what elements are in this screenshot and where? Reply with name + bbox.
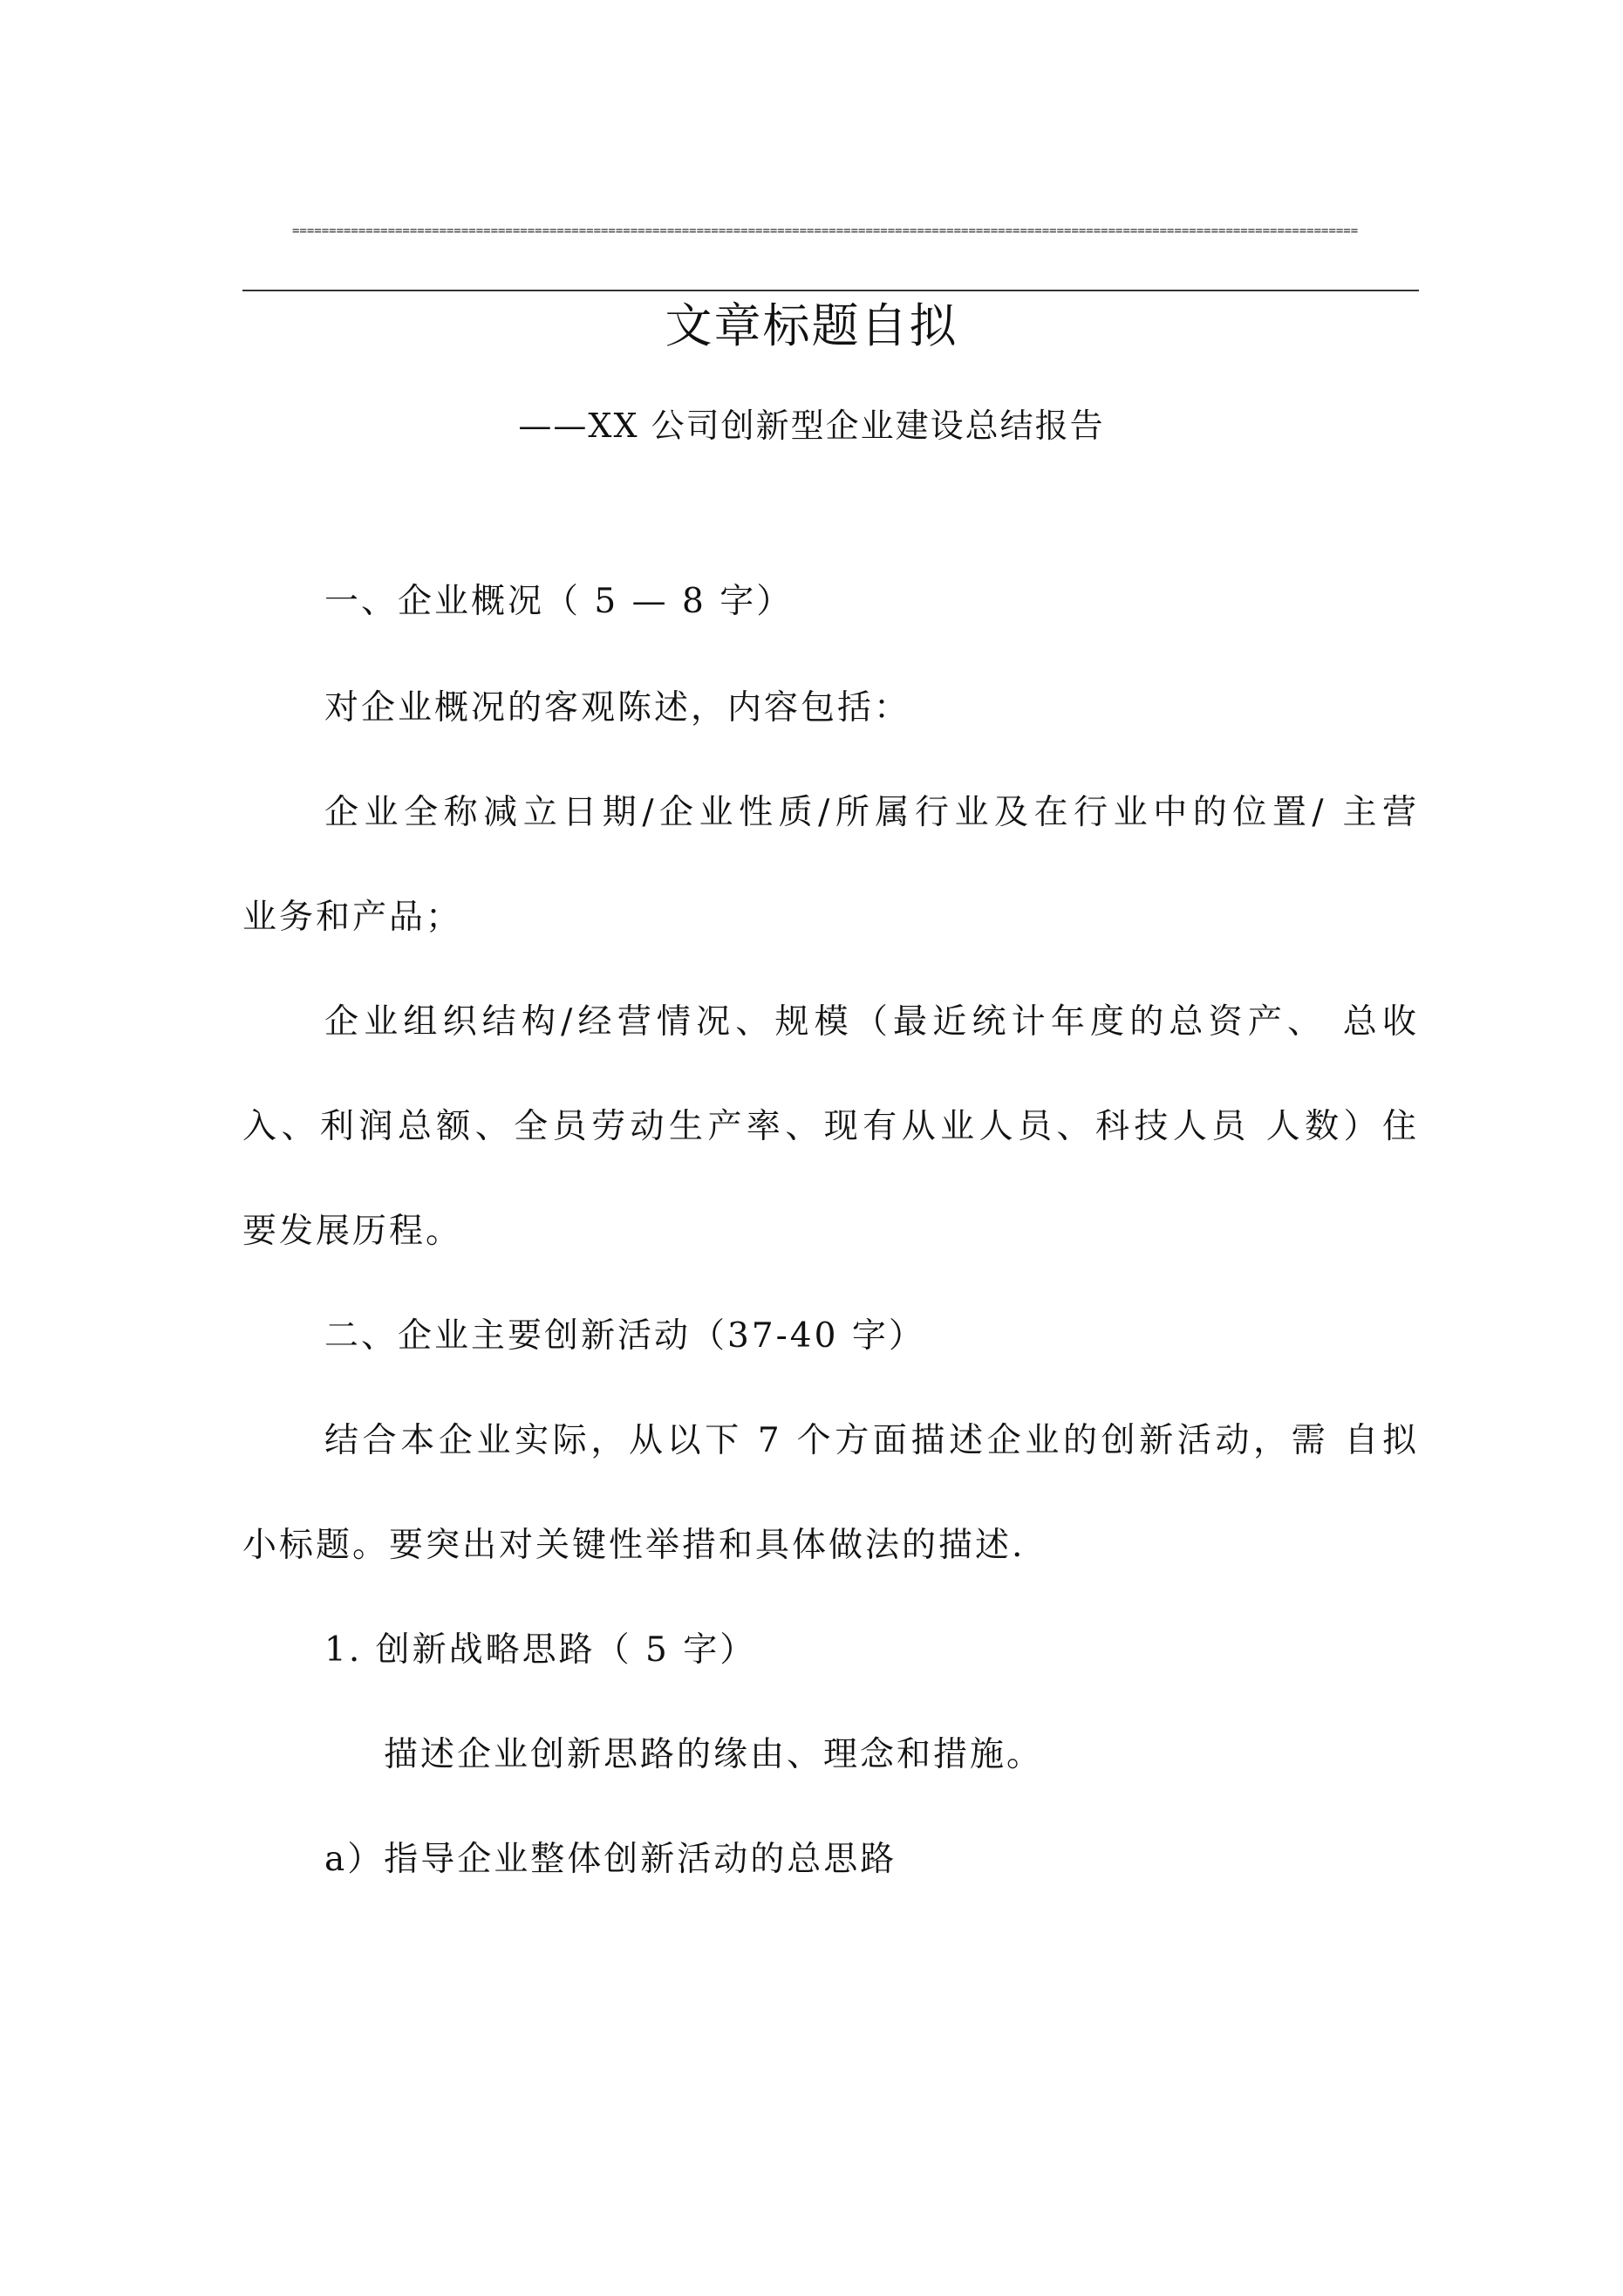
section-heading-1: 一、企业概况（ 5 — 8 字） — [324, 582, 794, 621]
document-title: 文章标题自拟 — [665, 298, 958, 353]
list-item: a）指导企业整体创新活动的总思路 — [324, 1840, 897, 1879]
paragraph-line: 描述企业创新思路的缘由、理念和措施。 — [384, 1735, 1044, 1774]
paragraph-line: 企业全称减立日期/企业性质/所属行业及在行业中的位置/ 主营 — [324, 793, 1419, 832]
subsection-heading: 1. 创新战略思路（ 5 字） — [324, 1630, 757, 1670]
paragraph-line: 入、利润总额、全员劳动生产率、现有从业人员、科技人员 人数）住 — [242, 1107, 1419, 1146]
paragraph-line: 对企业概况的客观陈述，内容包括： — [324, 688, 911, 728]
paragraph-line: 小标题。要突出对关键性举措和具体做法的描述. — [242, 1526, 1026, 1565]
separator-line: ================================================================================================================================================= — [292, 224, 1359, 238]
paragraph-line: 企业组织结构/经营情况、规模（最近统计年度的总资产、 总收 — [324, 1002, 1419, 1042]
document-subtitle: ——XX 公司创新型企业建设总结报告 — [518, 407, 1105, 445]
section-heading-2: 二、企业主要创新活动（37-40 字） — [324, 1316, 925, 1356]
paragraph-line: 结合本企业实际，从以下 7 个方面描述企业的创新活动，需 自拟 — [324, 1421, 1419, 1460]
paragraph-line: 要发展历程。 — [242, 1212, 463, 1251]
paragraph-line: 业务和产品； — [242, 898, 463, 937]
